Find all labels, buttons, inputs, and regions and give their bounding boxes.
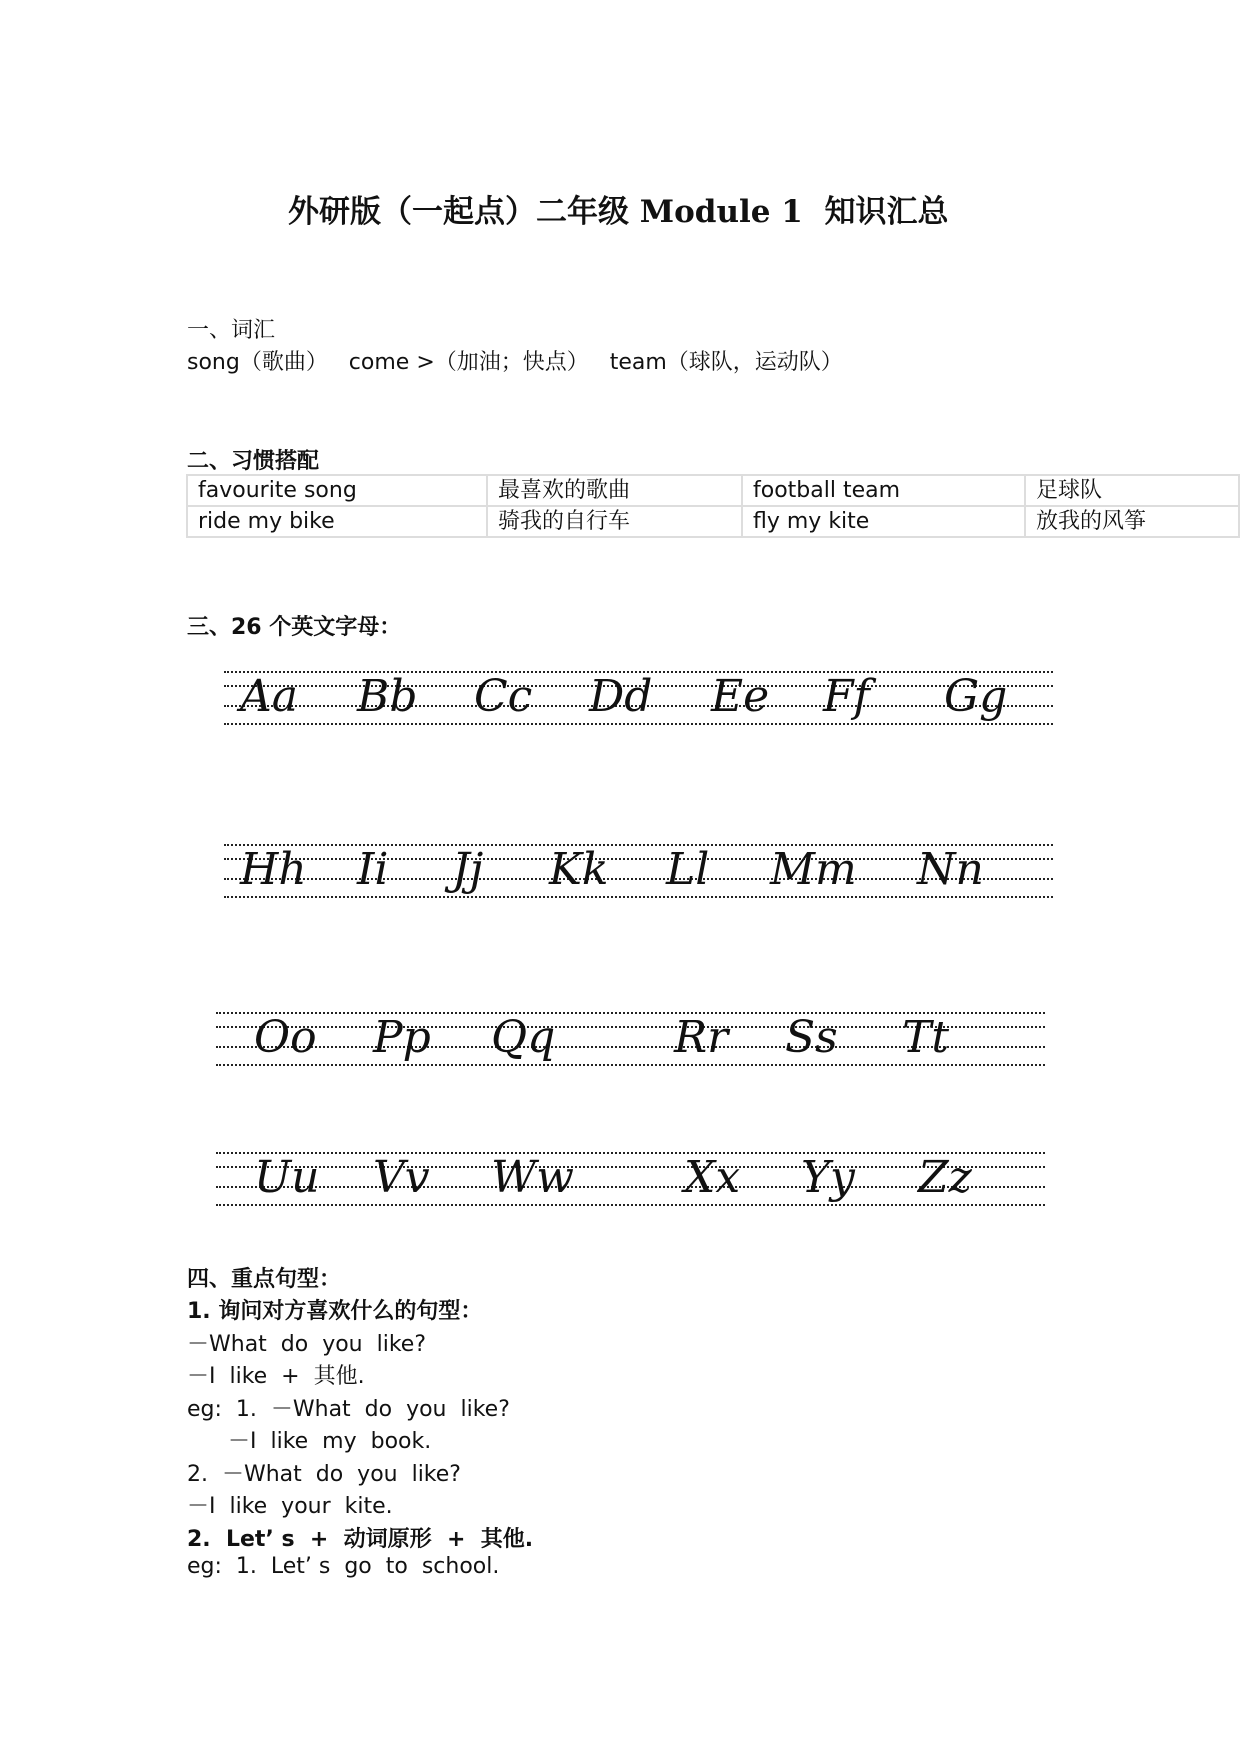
sentence-line: 2. Let’ s + 动词原形 + 其他.	[187, 1526, 534, 1552]
sentence-line: eg: 1. Let’ s go to school.	[187, 1554, 500, 1579]
phrases-heading: 二、习惯搭配	[187, 449, 320, 474]
sentence-line: －I like your kite.	[187, 1494, 393, 1519]
alphabet-letter: Zz	[918, 1152, 972, 1203]
vocab-heading: 一、词汇	[187, 318, 276, 343]
table-cell: 最喜欢的歌曲	[487, 475, 742, 506]
alphabet-letter: Pp	[373, 1012, 431, 1063]
letter-staff	[216, 1012, 1045, 1068]
alphabet-letter: Xx	[684, 1152, 741, 1203]
table-cell: 放我的风筝	[1025, 506, 1239, 537]
phrases-table	[186, 474, 1240, 538]
alphabet-letter: Tt	[902, 1012, 950, 1063]
alphabet-letter: Aa	[240, 671, 299, 722]
letter-staff	[216, 1152, 1045, 1208]
table-cell: favourite song	[187, 475, 487, 506]
alphabet-letter: Ss	[785, 1012, 838, 1063]
alphabet-letter: Bb	[357, 671, 418, 722]
letter-staff	[224, 671, 1053, 727]
alphabet-letter: Uu	[254, 1152, 320, 1203]
sentence-line: 2. －What do you like?	[187, 1461, 461, 1487]
staff-line	[224, 723, 1053, 725]
sentence-line: －What do you like?	[187, 1331, 427, 1357]
alphabet-letter: Hh	[240, 844, 307, 895]
page-title: 外研版（一起点）二年级 Module 1 知识汇总	[288, 194, 949, 230]
letter-staff	[224, 844, 1053, 900]
staff-line	[216, 1204, 1045, 1206]
sentence-line: －I like my book.	[228, 1429, 432, 1454]
alphabet-letter: Oo	[254, 1012, 317, 1063]
alphabet-heading: 三、26 个英文字母：	[187, 615, 402, 640]
alphabet-letter: Qq	[491, 1012, 556, 1063]
staff-line	[224, 896, 1053, 898]
table-row	[187, 475, 1239, 506]
alphabet-letter: Gg	[944, 671, 1008, 722]
table-cell: 足球队	[1025, 475, 1239, 506]
alphabet-letter: Ii	[357, 844, 389, 895]
alphabet-letter: Mm	[770, 844, 857, 895]
sentences-heading: 四、重点句型：	[187, 1267, 342, 1292]
alphabet-letter: Nn	[917, 844, 984, 895]
alphabet-letter: Yy	[801, 1152, 855, 1203]
table-cell: ride my bike	[187, 506, 487, 537]
sentence-line: －I like + 其他.	[187, 1364, 365, 1389]
table-cell: fly my kite	[742, 506, 1025, 537]
alphabet-letter: Ff	[823, 671, 870, 722]
alphabet-letter: Cc	[474, 671, 533, 722]
alphabet-letter: Vv	[373, 1152, 430, 1203]
table-cell: football team	[742, 475, 1025, 506]
alphabet-letter: Rr	[674, 1012, 729, 1063]
table-row	[187, 506, 1239, 537]
sentence-line: 1. 询问对方喜欢什么的句型：	[187, 1299, 483, 1324]
alphabet-letter: Kk	[549, 844, 609, 895]
table-cell: 骑我的自行车	[487, 506, 742, 537]
alphabet-letter: Jj	[452, 844, 484, 895]
sentence-line: eg: 1. －What do you like?	[187, 1396, 510, 1422]
alphabet-letter: Ll	[666, 844, 710, 895]
vocab-line: song（歌曲） come >（加油；快点） team（球队，运动队）	[187, 350, 843, 375]
alphabet-letter: Ww	[491, 1152, 574, 1203]
alphabet-letter: Ee	[711, 671, 770, 722]
staff-line	[216, 1064, 1045, 1066]
alphabet-letter: Dd	[589, 671, 653, 722]
